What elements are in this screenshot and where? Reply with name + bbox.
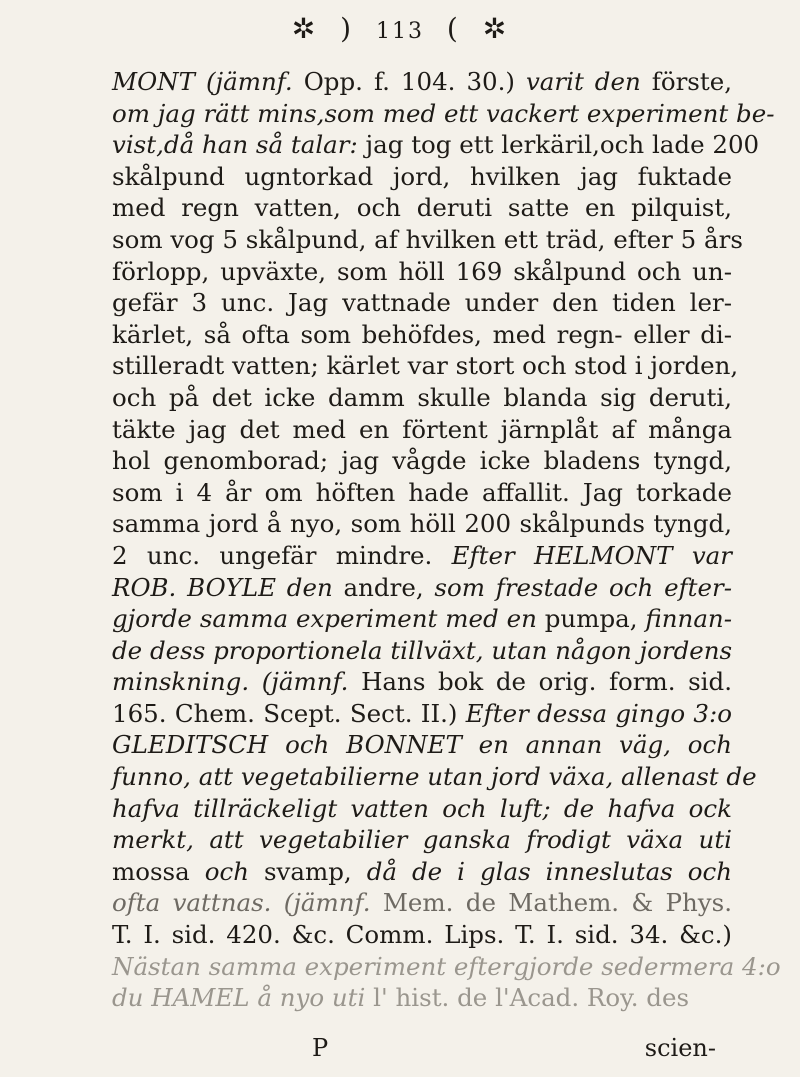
text-run: l' hist. de l'Acad. Roy. des [365,983,690,1013]
text-run: de dess proportionela tillväxt, utan någon jordens [112,635,733,665]
text-line [112,287,732,319]
text-run: och [204,856,249,886]
ornament-left-icon: ✲ [291,12,318,45]
text-line [112,66,732,98]
text-run: som vog 5 skålpund, af hvilken ett träd, efter 5 års [112,224,743,254]
text-line [112,350,739,382]
header-paren-right: ( [446,12,460,45]
text-run: Opp. f. 104. 30.) [292,67,526,96]
text-run: som i 4 år om höften hade affallit. Jag torkade [112,477,732,507]
signature-mark: P [312,1034,329,1062]
text-run: kärlet, så ofta som behöfdes, med regn- eller di- [112,319,732,349]
text-run: gjorde samma experiment med en [112,604,537,634]
text-run: Efter HELMONT var [451,540,732,570]
text-line [112,382,732,414]
text-line [112,919,732,951]
text-line [112,887,732,919]
text-run: MONT [112,67,206,96]
text-run: och på det icke damm skulle blanda sig deruti, [112,382,732,412]
text-line [112,572,732,604]
text-run: du HAMEL å nyo uti [112,983,366,1013]
text-run: hol genomborad; jag vågde icke bladens tyngd, [112,446,732,476]
text-run: finnan- [645,604,732,634]
text-line [112,951,781,983]
text-run: minskning. (jämnf. [112,667,349,697]
text-line [112,540,732,572]
text-line [112,161,732,193]
text-run: förste, [640,67,732,96]
text-line [112,129,760,161]
text-run: (jämnf. [205,67,293,96]
text-line [112,445,732,477]
text-line [112,414,732,446]
text-run: gefär 3 unc. Jag vattnade under den tiden ler- [112,288,732,318]
text-line [112,603,732,635]
text-run: Mem. de Mathem. & Phys. [370,888,732,918]
text-run: vist,då han så talar: [112,130,358,160]
text-run: Efter dessa gingo 3:o [465,698,732,728]
text-line [112,824,732,856]
text-line [112,192,732,224]
page-number: 113 [376,19,424,44]
text-run: skålpund ugntorkad jord, hvilken jag fuktade [112,161,732,191]
text-line [112,224,743,256]
text-run: täkte jag det med en förtent järnplåt af många [112,414,732,444]
text-line [112,856,732,888]
text-line [112,477,732,509]
text-run: stilleradt vatten; kärlet var stort och stod i jorden, [112,351,739,381]
text-line [112,698,732,730]
text-line [112,319,732,351]
text-run: andre, [332,572,435,602]
text-run: GLEDITSCH och BONNET en annan väg, och [112,730,732,760]
text-line [112,98,775,130]
text-line [112,256,732,288]
text-run: 2 unc. ungefär mindre. [112,540,452,570]
text-line [112,982,732,1014]
text-run: merkt, att vegetabilier ganska frodigt växa uti [112,825,732,855]
ornament-right-icon: ✲ [482,12,509,45]
page-header [0,12,800,45]
text-run: 165. Chem. Scept. Sect. II.) [112,698,466,728]
text-run: jag tog ett lerkäril,och lade 200 [357,130,760,160]
text-run: Hans bok de orig. form. sid. [348,667,732,697]
text-run: svamp, [249,856,367,886]
header-paren-left: ) [340,12,354,45]
text-run: då de i glas inneslutas och [366,856,732,886]
text-run: ofta vattnas. (jämnf. [112,888,371,918]
text-run: pumpa, [536,604,646,634]
text-run: om jag rätt mins,som med ett vackert experiment be- [112,98,775,128]
text-line [112,761,757,793]
text-line [112,793,732,825]
text-run: funno, att vegetabilierne utan jord växa, allenast de [112,762,757,792]
text-run: hafva tillräckeligt vatten och luft; de hafva ock [112,793,732,823]
text-run: samma jord å nyo, som höll 200 skålpunds tyngd, [112,509,732,539]
text-run: förlopp, upväxte, som höll 169 skålpund och un- [112,256,732,286]
body-text [112,66,781,1014]
text-run: Nästan samma experiment eftergjorde sedermera 4:o [112,951,781,981]
text-run: T. I. sid. 420. &c. Comm. Lips. T. I. sid. 34. &c.) [112,920,732,950]
text-line [112,508,732,540]
text-run: med regn vatten, och deruti satte en pilquist, [112,193,732,223]
catchword: scien- [644,1034,716,1062]
text-run: som frestade och efter- [434,572,732,602]
text-line [112,729,732,761]
text-run: varit den [525,67,641,96]
text-run: ROB. BOYLE den [112,572,333,602]
text-run: mossa [112,856,205,886]
text-line [112,635,732,667]
text-line [112,666,732,698]
